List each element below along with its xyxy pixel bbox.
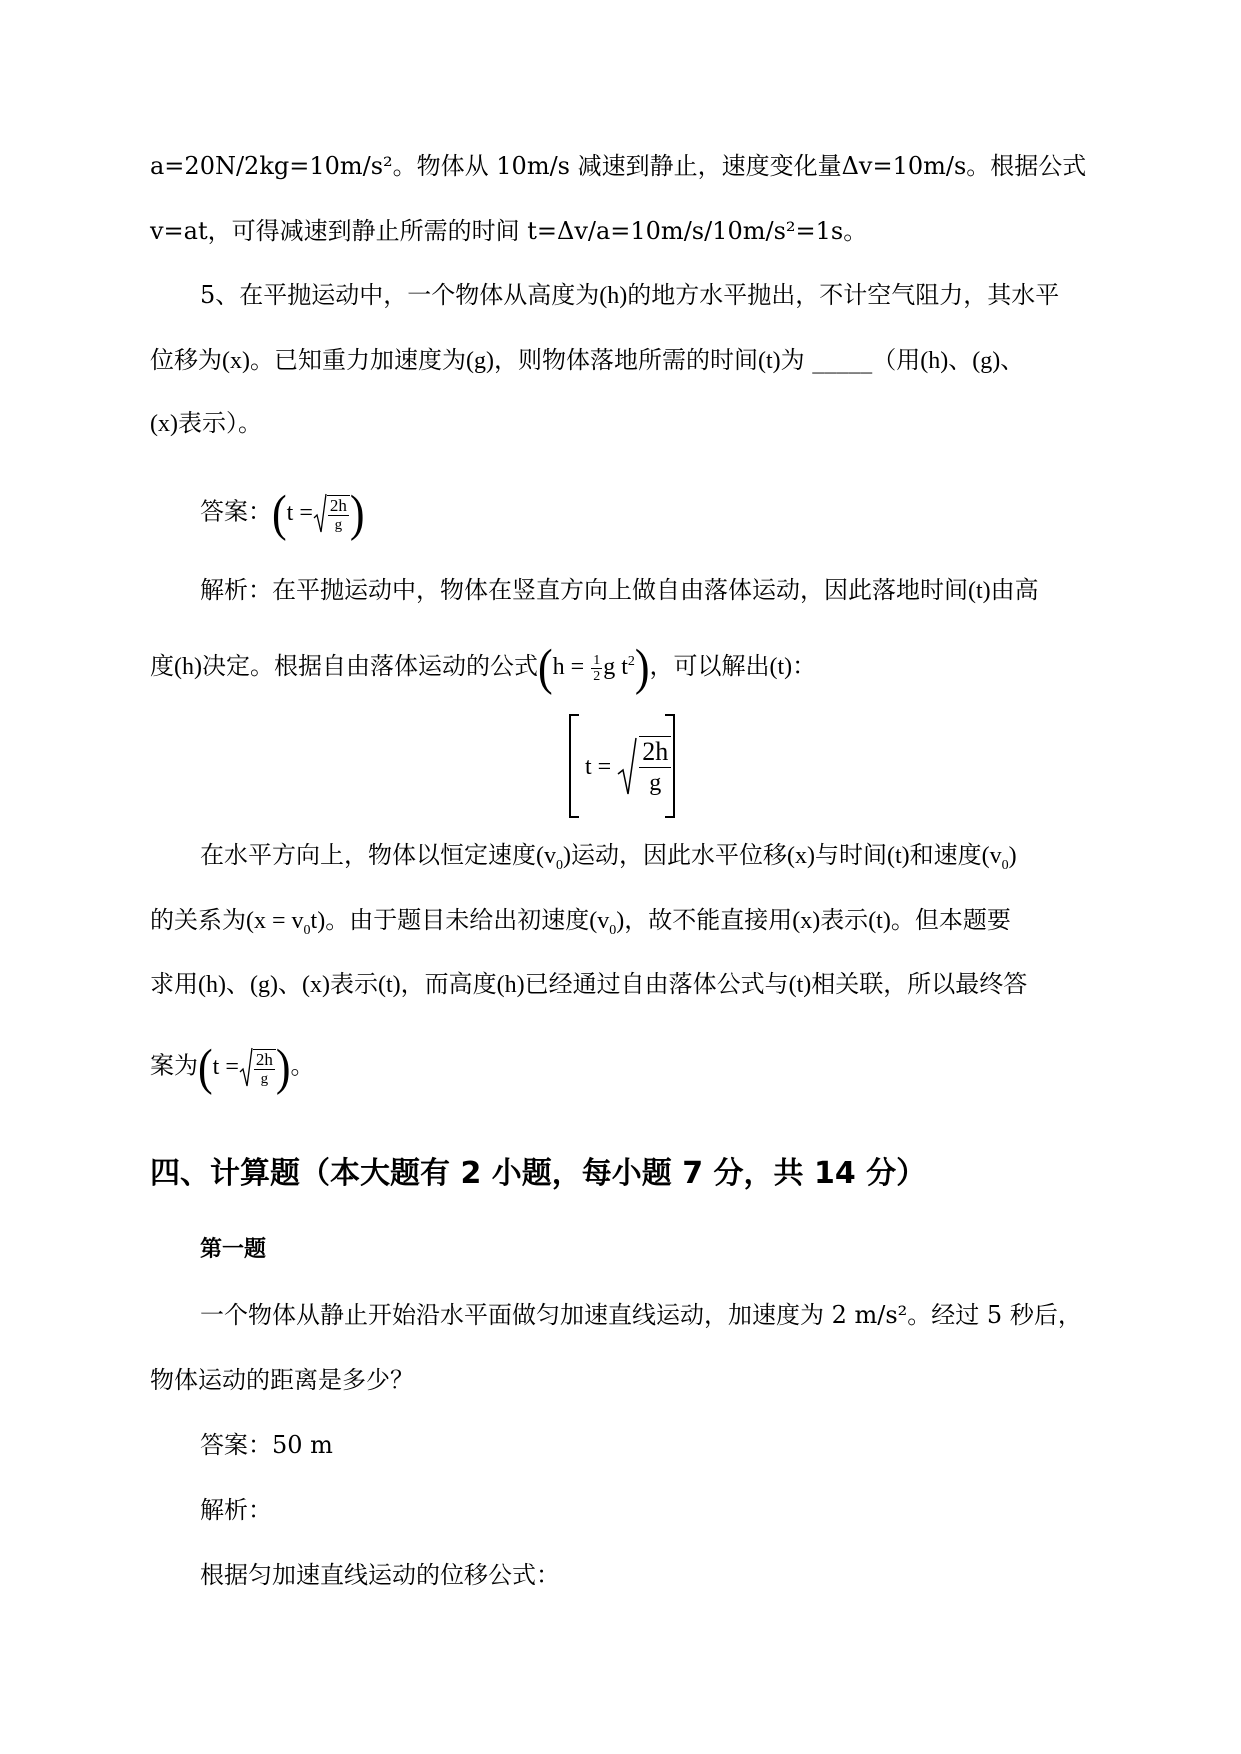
analysis-line-6: 案为(t = $\frac{2h}{g}$ )。	[150, 1039, 315, 1096]
analysis-line-1: 解析：在平抛运动中，物体在竖直方向上做自由落体运动，因此落地时间(t)由高	[200, 576, 1039, 604]
analysis-line-4: 的关系为$(x = v_0t)$。由于题目未给出初速度$(v_0)$，故不能直接用(x)表示(t)。但本题要	[150, 906, 1011, 938]
analysis-label: 解析：	[200, 1496, 272, 1524]
text-line: a=20N/2kg=10m/s²。物体从 10m/s 减速到静止，速度变化量Δv=10m/s。根据公式	[150, 152, 1087, 180]
question-5-line-1: 5、在平抛运动中，一个物体从高度为(h)的地方水平抛出，不计空气阻力，其水平	[200, 281, 1060, 309]
formula-t-sqrt: (t = $\frac{2h}{g}$ )	[272, 485, 365, 542]
answer-line: 答案：(t = $\frac{2h}{g}$ )	[200, 485, 365, 542]
text-line: v=at，可得减速到静止所需的时间 t=Δv/a=10m/s/10m/s²=1s。	[150, 217, 868, 245]
answer-line: 答案：50 m	[200, 1431, 333, 1459]
formula-free-fall: (h = $\frac{1}{2}$ g $t^2$)	[537, 639, 650, 697]
analysis-line-5: 求用(h)、(g)、(x)表示(t)，而高度(h)已经通过自由落体公式与(t)相关联，所以最终答	[150, 970, 1028, 998]
analysis-line-2: 度(h)决定。根据自由落体运动的公式(h = $\frac{1}{2}$ g $t^2$)，可以解出(t)：	[150, 639, 817, 697]
formula-intro: 根据匀加速直线运动的位移公式：	[200, 1561, 560, 1589]
question-1-line-2: 物体运动的距离是多少？	[150, 1366, 414, 1394]
sqrt-icon	[617, 736, 637, 798]
question-5-line-2: 位移为(x)。已知重力加速度为(g)，则物体落地所需的时间(t)为 _____（用(h)、(g)、	[150, 346, 1025, 374]
display-equation: t = $\frac{2h}{g}$	[569, 714, 675, 814]
question-5-line-3: (x)表示）。	[150, 409, 262, 437]
sqrt-icon	[313, 492, 327, 536]
section-heading: 四、计算题（本大题有 2 小题，每小题 7 分，共 14 分）	[150, 1156, 927, 1191]
question-1-line-1: 一个物体从静止开始沿水平面做匀加速直线运动，加速度为 2 m/s²。经过 5 秒后，	[200, 1301, 1082, 1329]
question-title: 第一题	[200, 1237, 267, 1262]
sqrt-icon	[239, 1046, 253, 1090]
formula-t-sqrt: (t = $\frac{2h}{g}$ )	[198, 1039, 291, 1096]
analysis-line-3: 在水平方向上，物体以恒定速度$(v_0)$运动，因此水平位移(x)与时间(t)和速度$(v_0)$	[200, 841, 1017, 873]
